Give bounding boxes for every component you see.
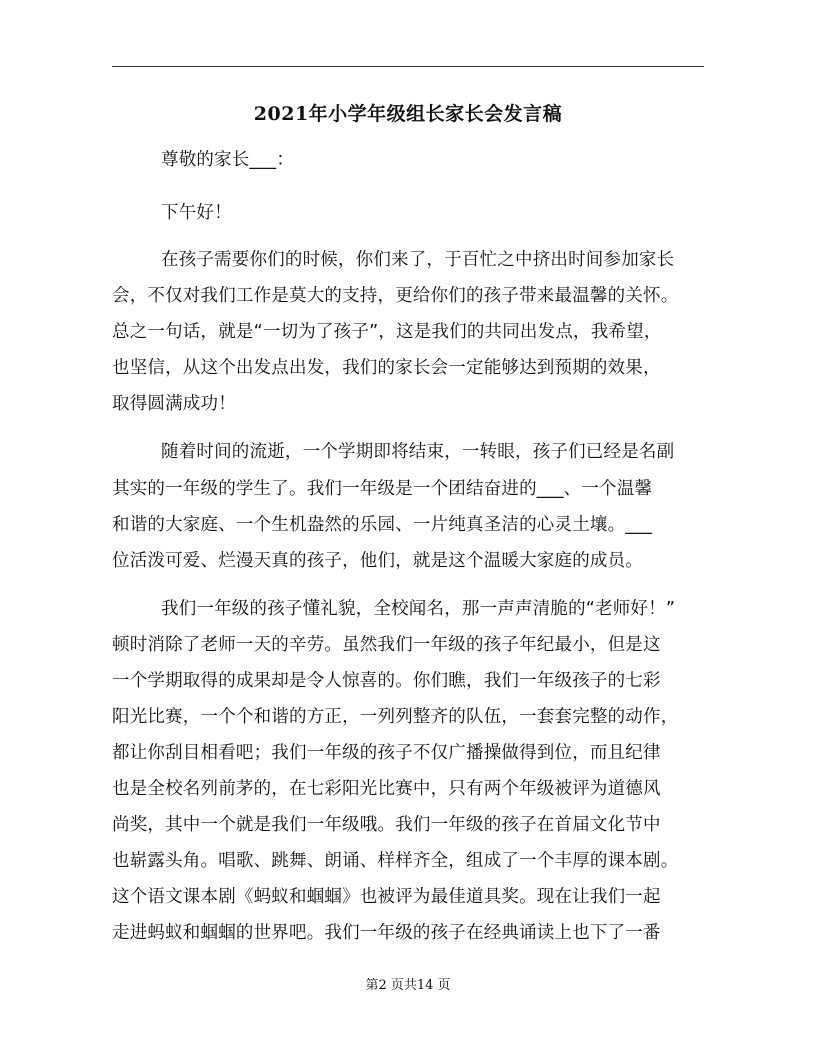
- paragraph-line: 我们一年级的孩子懂礼貌，全校闻名，那一声声清脆的“老师好！”: [161, 599, 676, 619]
- paragraph-line: 位活泼可爱、烂漫天真的孩子，他们，就是这个温暖大家庭的成员。: [112, 551, 643, 571]
- paragraph-line: 也坚信，从这个出发点出发，我们的家长会一定能够达到预期的效果，: [112, 358, 661, 378]
- header-rule: [112, 66, 704, 67]
- paragraph-line: 一个学期取得的成果却是令人惊喜的。你们瞧，我们一年级孩子的七彩: [112, 671, 661, 691]
- paragraph-line: 阳光比赛，一个个和谐的方正，一列列整齐的队伍，一套套完整的动作，: [112, 707, 679, 727]
- paragraph-line: 和谐的大家庭、一个生机盎然的乐园、一片纯真圣洁的心灵土壤。___: [112, 515, 653, 535]
- paragraph-line: 走进蚂蚁和蝈蝈的世界吧。我们一年级的孩子在经典诵读上也下了一番: [112, 923, 661, 943]
- paragraph-line: 总之一句话，就是“一切为了孩子”，这是我们的共同出发点，我希望，: [112, 322, 662, 342]
- paragraph-line: 尚奖，其中一个就是我们一年级哦。我们一年级的孩子在首届文化节中: [112, 815, 661, 835]
- paragraph-line: 这个语文课本剧《蚂蚁和蝈蝈》也被评为最佳道具奖。现在让我们一起: [112, 887, 661, 907]
- paragraph-line: 在孩子需要你们的时候，你们来了，于百忙之中挤出时间参加家长: [161, 250, 675, 270]
- paragraph-line: 其实的一年级的学生了。我们一年级是一个团结奋进的___、一个温馨: [112, 479, 653, 499]
- paragraph-line: 也崭露头角。唱歌、跳舞、朗诵、样样齐全，组成了一个丰厚的课本剧。: [112, 851, 679, 871]
- salutation-line: 尊敬的家长___：: [161, 150, 295, 170]
- greeting-line: 下午好！: [161, 203, 232, 223]
- paragraph-line: 取得圆满成功！: [112, 394, 236, 414]
- paragraph-line: 顿时消除了老师一天的辛劳。虽然我们一年级的孩子年纪最小，但是这: [112, 635, 661, 655]
- page-number: 第2 页共14 页: [365, 978, 451, 993]
- document-title: 2021年小学年级组长家长会发言稿: [253, 103, 563, 125]
- paragraph-line: 随着时间的流逝，一个学期即将结束，一转眼，孩子们已经是名副: [161, 442, 675, 462]
- paragraph-line: 也是全校名列前茅的，在七彩阳光比赛中，只有两个年级被评为道德风: [112, 779, 661, 799]
- paragraph-line: 会，不仅对我们工作是莫大的支持，更给你们的孩子带来最温馨的关怀。: [112, 286, 679, 306]
- paragraph-line: 都让你刮目相看吧；我们一年级的孩子不仅广播操做得到位，而且纪律: [112, 743, 661, 763]
